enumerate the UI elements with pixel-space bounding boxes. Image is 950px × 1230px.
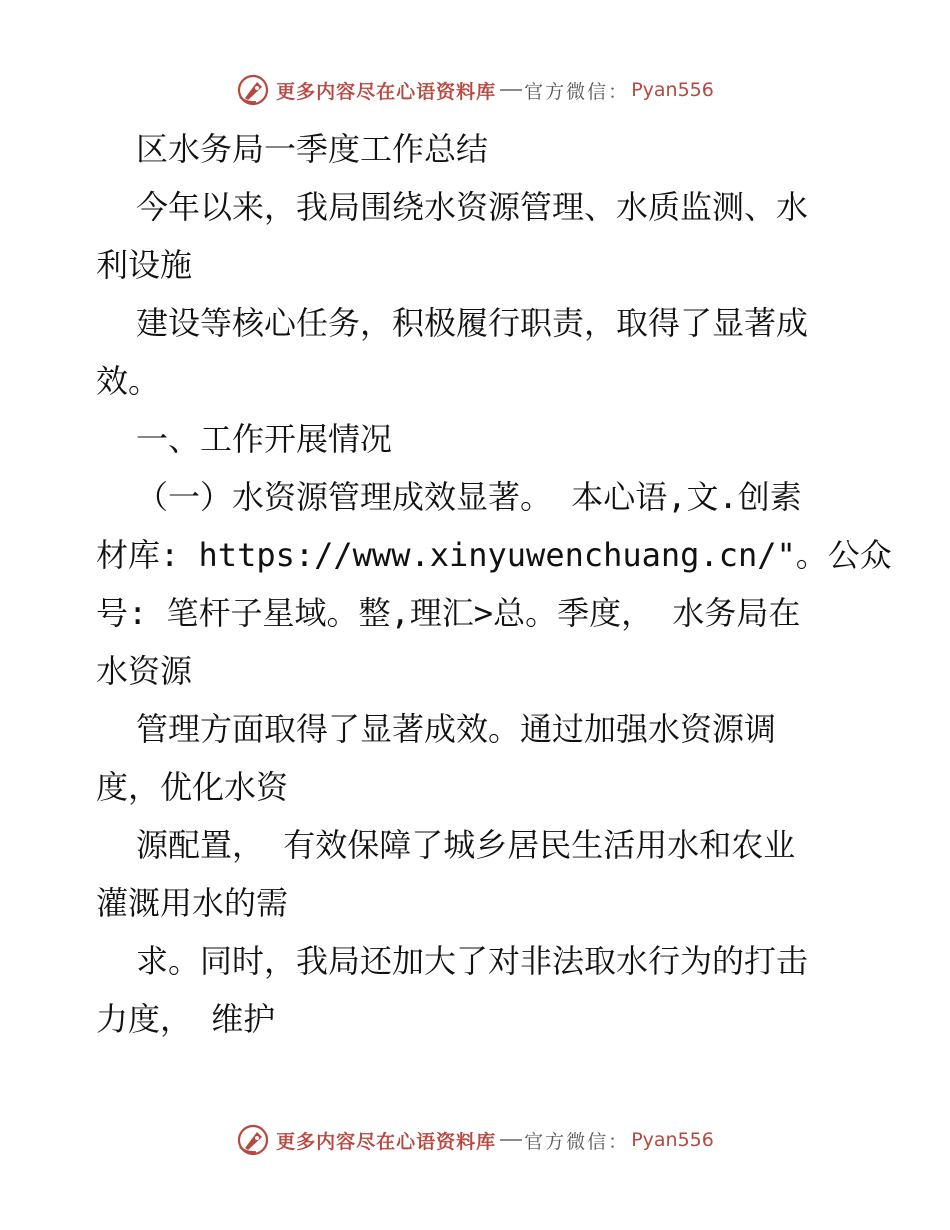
section-heading: 一、工作开展情况 [136,420,393,458]
paragraph-line: 力度， 维护 [96,1000,276,1038]
banner-brand: 更多内容尽在心语资料库 [276,1130,497,1153]
paragraph-line: 效。 [96,362,161,400]
pen-nib-logo-icon [236,73,270,107]
paragraph-line: 号: 笔杆子星域。整,理汇>总。季度， 水务局在 [96,594,801,632]
paragraph-line: 建设等核心任务，积极履行职责，取得了显著成 [136,304,809,342]
paragraph-line: 求。同时，我局还加大了对非法取水行为的打击 [136,942,809,980]
paragraph-line: 利设施 [96,246,193,284]
document-body [96,120,892,1048]
banner-dash [500,1139,522,1141]
paragraph-line: 今年以来，我局围绕水资源管理、水质监测、水 [136,188,809,226]
paragraph-line: 水资源 [96,652,193,690]
document-title: 区水务局一季度工作总结 [136,130,489,168]
pen-nib-logo-icon [236,1123,270,1157]
paragraph-line: 材库: https://www.xinyuwenchuang.cn/"。公众 [96,536,892,574]
paragraph-line: 源配置， 有效保障了城乡居民生活用水和农业 [136,826,796,864]
subsection-heading: （一）水资源管理成效显著。 本心语,文.创素 [136,478,802,516]
banner-wechat-id: Pyan556 [631,79,714,101]
banner-wechat-label: 官方微信： [524,80,630,103]
paragraph-line: 灌溉用水的需 [96,884,289,922]
paragraph-line: 管理方面取得了显著成效。通过加强水资源调 [136,710,777,748]
banner-wechat-label: 官方微信： [524,1130,630,1153]
paragraph-line: 度，优化水资 [96,768,289,806]
footer-banner [0,1120,950,1160]
banner-wechat-id: Pyan556 [631,1129,714,1151]
banner-dash [500,89,522,91]
header-banner [0,70,950,110]
banner-brand: 更多内容尽在心语资料库 [276,80,497,103]
